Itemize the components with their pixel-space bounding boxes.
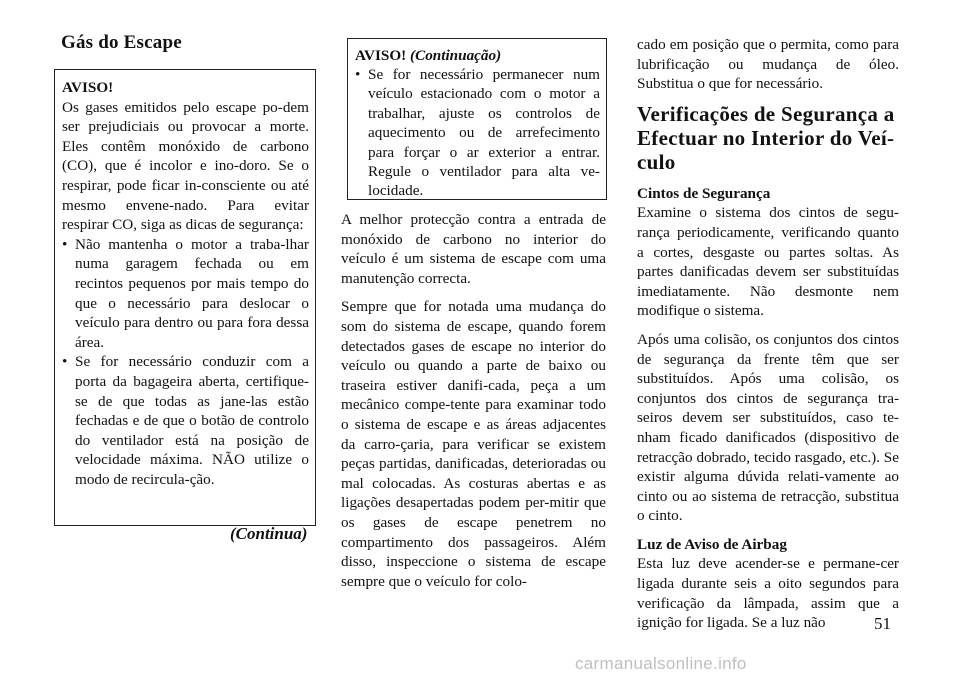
column-2-text xyxy=(341,210,606,591)
warning-heading: AVISO! xyxy=(62,79,114,96)
warning-bullet: • Se for necessário permanecer num veículo estacionado com o motor a trabalhar, ajuste os controlos de aquecimento ou de arrefecimento para forçar o ar exterior a entrar. Regule o ventilador para alta ve-locidade. xyxy=(355,65,600,201)
section-title: Gás do Escape xyxy=(61,32,182,53)
section-2-title: Verificações de Segurança a Efectuar no Interior do Veí-culo xyxy=(637,101,895,174)
warning-intro: Os gases emitidos pelo escape po-dem ser prejudiciais ou provocar a morte. Eles contêm monóxido de carbono (CO), que é incolor e ino-doro. Se o respirar, pode ficar in-consciente ou até mesmo envene-nado. Para evitar respirar CO, siga as dicas de segurança: xyxy=(62,98,309,234)
column-3-text xyxy=(637,35,899,633)
paragraph: Sempre que for notada uma mudança do som do sistema de escape, quando forem detectados gases de escape no interior do veículo ou quando a parte de baixo ou traseira estiver danifi-cada, peça a um mecânico compe-tente para examinar todo o sistema de escape e as áreas adjacentes da carro-çaria, para verificar se existem peças partidas, danificadas, deterioradas ou mal colocadas. As costuras abertas e as ligações desapertadas podem per-mitir que os gases de escape penetrem no compartimento dos passageiros. Além disso, inspeccione o sistema de escape sempre que o veículo for colo- xyxy=(341,298,606,590)
continues-label: (Continua) xyxy=(230,524,308,543)
warning-heading: AVISO! xyxy=(355,47,407,64)
paragraph: cado em posição que o permita, como para lubrificação ou mudança de óleo. Substitua o que for necessário. xyxy=(637,36,899,93)
paragraph: Examine o sistema dos cintos de segu-rança periodicamente, verificando quanto a cortes, desgaste ou partes soltas. As partes danificadas devem ser substituídas imediatamente. Não desmonte nem modifique o sistema. xyxy=(637,204,899,320)
warning-continuation-label: (Continuação) xyxy=(410,47,502,64)
warning-bullet-list xyxy=(355,65,600,201)
warning-bullet: • Se for necessário conduzir com a porta da bagageira aberta, certifique-se de que todas as jane-las estão fechadas e de que o botão de controlo do ventilador está na posição de velocidade máxima. NÃO utilize o modo de recircula-ção. xyxy=(62,352,309,489)
warning-bullet-list xyxy=(62,235,309,490)
warning-heading-row xyxy=(355,47,600,65)
paragraph: A melhor protecção contra a entrada de monóxido de carbono no interior do veículo é um sistema de escape com uma manutenção correcta. xyxy=(341,211,606,287)
page-number: 51 xyxy=(874,614,891,633)
watermark: carmanualsonline.info xyxy=(575,654,747,673)
warning-box-1 xyxy=(54,69,316,526)
warning-bullet: • Não mantenha o motor a traba-lhar numa garagem fechada ou em recintos pequenos por mais tempo do que o necessário para deslocar o veículo para dentro ou para fora dessa área. xyxy=(62,235,309,353)
paragraph: Esta luz deve acender-se e permane-cer ligada durante seis a oito segundos para verificação da lâmpada, assim que a ignição for ligada. Se a luz não xyxy=(637,555,899,632)
warning-box-2 xyxy=(347,38,607,200)
subsection-heading: Luz de Aviso de Airbag xyxy=(637,535,787,553)
subsection-heading: Cintos de Segurança xyxy=(637,184,771,202)
paragraph: Após uma colisão, os conjuntos dos cintos de segurança da frente têm que ser substituídos. Após uma colisão, os conjuntos dos cintos de segurança tra-seiros devem ser substituídos, caso te-nham ficado danificados (dispositivo de retracção dobrado, tecido rasgado, etc.). Se existir alguma dúvida relati-vamente ao cinto ou ao sistema de retracção, substitua o cinto. xyxy=(637,330,899,525)
